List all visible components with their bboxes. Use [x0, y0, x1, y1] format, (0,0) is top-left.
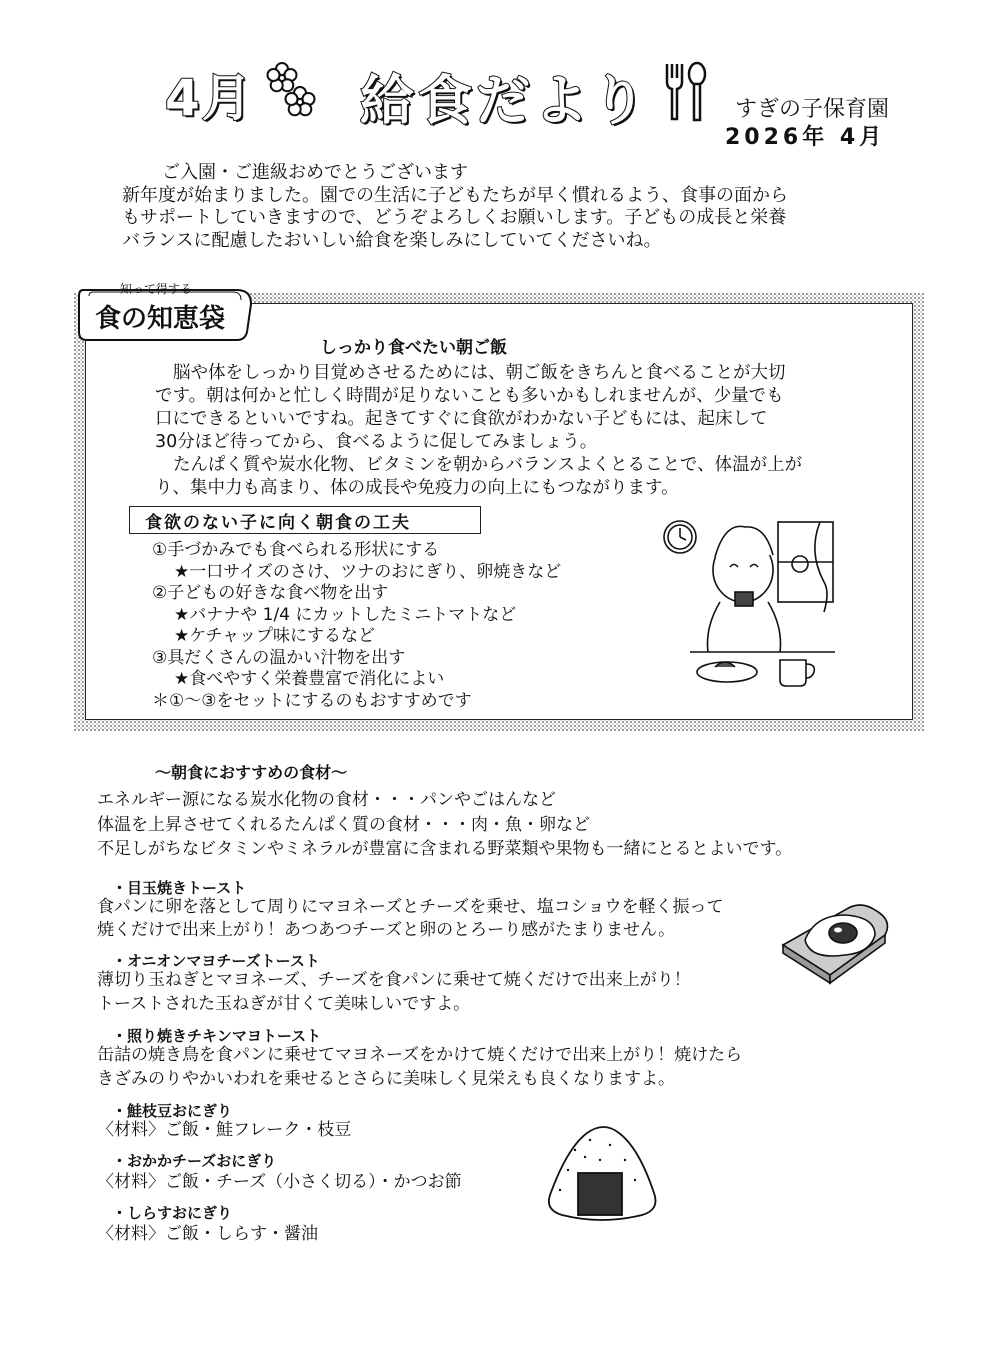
intro-line: ご入園・ご進級おめでとうございます [162, 162, 468, 183]
tag-subtitle: 知って得する [120, 282, 193, 296]
recommend-title: ～朝食におすすめの食材～ [155, 763, 348, 782]
cutlery-icon [662, 60, 710, 122]
tip-note: ＊①～③をセットにするのもおすすめです [152, 690, 472, 711]
tip-item: ③具だくさんの温かい汁物を出す [152, 647, 406, 668]
recipe-title: ・照り焼きチキンマヨトースト [112, 1027, 322, 1045]
intro-line: バランスに配慮したおいしい給食を楽しみにしていてくださいね。 [122, 229, 662, 251]
tip-detail: ★食べやすく栄養豊富で消化によい [174, 669, 445, 689]
tag-title: 食の知恵袋 [95, 304, 226, 334]
tip-detail: ★ケチャップ味にするなど [174, 626, 376, 646]
school-name: すぎの子保育園 [735, 97, 890, 122]
recommend-line: 不足しがちなビタミンやミネラルが豊富に含まれる野菜類や果物も一緒にとるとよいです。 [97, 839, 793, 859]
onigiri-illustration [540, 1115, 665, 1225]
recipe-title: ・オニオンマヨチーズトースト [112, 952, 320, 970]
recipe-line: 〈材料〉ご飯・しらす・醤油 [97, 1224, 318, 1244]
recommend-line: エネルギー源になる炭水化物の食材・・・パンやごはんなど [97, 790, 556, 810]
recipe-line: 〈材料〉ご飯・チーズ（小さく切る）・かつお節 [97, 1172, 462, 1192]
breakfast-paragraph [155, 362, 875, 500]
egg-toast-illustration [775, 895, 905, 990]
paragraph-line: り、集中力も高まり、体の成長や免疫力の向上にもつながります。 [155, 478, 679, 498]
recipe-line: 缶詰の焼き鳥を食パンに乗せてマヨネーズをかけて焼くだけで出来上がり！焼けたら [97, 1045, 743, 1065]
tip-detail: ★バナナや 1/4 にカットしたミニトマトなど [174, 604, 517, 625]
recipe-title: ・目玉焼きトースト [112, 879, 247, 897]
paragraph-line: です。朝は何かと忙しく時間が足りないことも多いかもしれませんが、少量でも [155, 386, 784, 406]
child-eating-illustration [660, 512, 840, 692]
subhead-title: 食欲のない子に向く朝食の工夫 [145, 513, 411, 533]
section-title: しっかり食べたい朝ご飯 [320, 338, 507, 358]
intro-line: 新年度が始まりました。園での生活に子どもたちが早く慣れるよう、食事の面から [122, 184, 788, 206]
recipe-title: ・おかかチーズおにぎり [112, 1152, 277, 1170]
issue-date: 2026年 4月 [725, 125, 886, 150]
recipe-line: きざみのりやかいわれを乗せるとさらに美味しく見栄えも良くなりますよ。 [97, 1069, 675, 1089]
tip-item: ②子どもの好きな食べ物を出す [152, 583, 389, 603]
recipe-line: 薄切り玉ねぎとマヨネーズ、チーズを食パンに乗せて焼くだけで出来上がり！ [97, 970, 691, 990]
recipe-title: ・鮭枝豆おにぎり [112, 1102, 233, 1120]
newsletter-title: 給食だより [360, 69, 650, 132]
recommend-list [97, 788, 897, 862]
paragraph-line: 30分ほど待ってから、食べるように促してみましょう。 [155, 432, 598, 452]
recipe-line: 〈材料〉ご飯・鮭フレーク・枝豆 [97, 1120, 352, 1140]
recipe-title: ・しらすおにぎり [112, 1204, 233, 1222]
sakura-flowers-icon [262, 58, 322, 122]
tip-item: ①手づかみでも食べられる形状にする [152, 540, 440, 560]
paragraph-line: たんぱく質や炭水化物、ビタミンを朝からバランスよくとることで、体温が上が [173, 455, 803, 475]
recommend-line: 体温を上昇させてくれるたんぱく質の食材・・・肉・魚・卵など [97, 814, 590, 835]
month-title: 4月 [165, 69, 254, 127]
tips-list [152, 540, 672, 712]
recipe-line: 焼くだけで出来上がり！あつあつチーズと卵のとろーり感がたまりません。 [97, 920, 676, 940]
tip-detail: ★一口サイズのさけ、ツナのおにぎり、卵焼きなど [174, 561, 562, 582]
recipe-line: 食パンに卵を落として周りにマヨネーズとチーズを乗せ、塩コショウを軽く振って [97, 897, 724, 917]
recipe-line: トーストされた玉ねぎが甘くて美味しいですよ。 [97, 994, 471, 1014]
intro-text [122, 162, 922, 252]
paragraph-line: 脳や体をしっかり目覚めさせるためには、朝ご飯をきちんと食べることが大切 [173, 363, 786, 383]
intro-line: もサポートしていきますので、どうぞよろしくお願いします。子どもの成長と栄養 [122, 207, 787, 228]
paragraph-line: 口にできるといいですね。起きてすぐに食欲がわかない子どもには、起床して [155, 409, 768, 429]
